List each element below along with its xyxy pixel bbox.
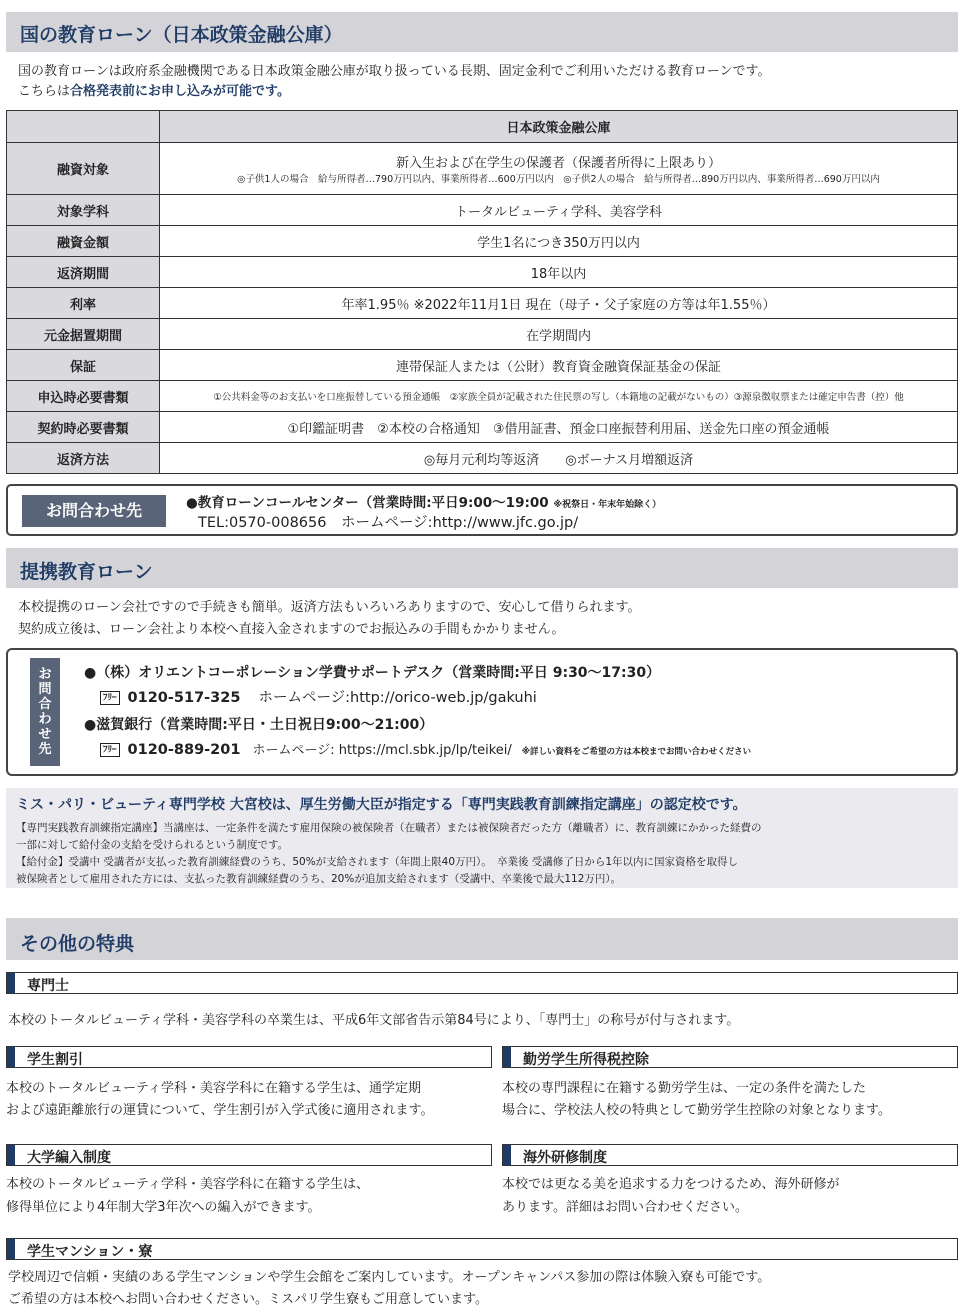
subheading-title: 学生割引 — [27, 1052, 83, 1068]
shiga-note: ※詳しい資料をご希望の方は本校までお問い合わせください — [521, 747, 752, 757]
benefit-text: 本校では更なる美を追求する力をつけるため、海外研修が — [502, 1177, 840, 1192]
section-title: 国の教育ローン（日本政策金融公庫） — [20, 24, 343, 46]
partner-intro-1: 本校提携のローン会社ですので手続きも簡単。返済方法もいろいろありますので、安心して借りられます。 — [18, 600, 641, 615]
shiga-hp: ホームページ: https://mcl.sbk.jp/lp/teikei/ — [252, 743, 512, 758]
row-value: 18年以内 — [160, 257, 958, 288]
badge-char: 合 — [38, 697, 52, 712]
subheading-title: 勤労学生所得税控除 — [523, 1052, 649, 1068]
table-corner — [7, 111, 160, 143]
designated-course-line: 被保険者として雇用された方には、支払った教育訓練経費のうち、20%が追加支給されます（受講中、卒業後で最大112万円）。 — [16, 873, 622, 885]
freedial-icon: ﾌﾘｰ — [100, 691, 120, 705]
benefit-text: あります。詳細はお問い合わせください。 — [502, 1200, 748, 1215]
row-label: 融資対象 — [7, 143, 160, 195]
shiga-name: ●滋賀銀行（営業時間:平日・土日祝日9:00～21:00） — [84, 717, 434, 733]
subheading-title: 専門士 — [27, 978, 69, 994]
designated-course-line: 一部に対して給付金の支給を受けられるという制度です。 — [16, 839, 289, 851]
row-label: 申込時必要書類 — [7, 381, 160, 412]
benefit-text: および遠距離旅行の運賃について、学生割引が入学式後に適用されます。 — [6, 1103, 434, 1118]
badge-char: 先 — [38, 742, 52, 757]
row-value: 在学期間内 — [160, 319, 958, 350]
row-value: ①印鑑証明書 ②本校の合格通知 ③借用証書、預金口座振替利用届、送金先口座の預金通帳 — [160, 412, 958, 443]
shiga-contact — [100, 739, 751, 758]
badge-char: 問 — [38, 682, 52, 697]
accent-bar — [503, 1145, 511, 1165]
subheading-working-student — [502, 1046, 958, 1068]
row-label: 元金据置期間 — [7, 319, 160, 350]
row-value-main: 新入生および在学生の保護者（保護者所得に上限あり） — [395, 156, 721, 171]
contact-line-2: TEL:0570-008656 ホームページ:http://www.jfc.go.jp/ — [198, 515, 579, 531]
shiga-tel: 0120-889-201 — [127, 742, 241, 758]
section-header-partner-loan — [6, 548, 958, 588]
row-value: トータルビューティ学科、美容学科 — [160, 195, 958, 226]
benefit-text: 本校のトータルビューティ学科・美容学科の卒業生は、平成6年文部省告示第84号により、「専門士」の称号が付与されます。 — [8, 1013, 740, 1028]
row-label: 融資金額 — [7, 226, 160, 257]
subheading-overseas-training — [502, 1144, 958, 1166]
subheading-title: 海外研修制度 — [523, 1150, 607, 1166]
row-label: 返済期間 — [7, 257, 160, 288]
row-value-note: ◎子供1人の場合 給与所得者…790万円以内、事業所得者…600万円以内 ◎子供2人の場合 給与所得者…890万円以内、事業所得者…690万円以内 — [237, 174, 880, 185]
callcenter-note: ※祝祭日・年末年始除く） — [553, 500, 662, 510]
accent-bar — [7, 1239, 15, 1259]
row-label: 契約時必要書類 — [7, 412, 160, 443]
accent-bar — [7, 973, 15, 993]
row-value: 年率1.95％ ※2022年11月1日 現在（母子・父子家庭の方等は年1.55％） — [160, 288, 958, 319]
contact-box-partners — [6, 648, 958, 776]
benefit-text: ご希望の方は本校へお問い合わせください。ミスパリ学生寮もご用意しています。 — [8, 1292, 488, 1307]
table-header: 日本政策金融公庫 — [160, 111, 958, 143]
benefit-text: 場合に、学校法人校の特典として勤労学生控除の対象となります。 — [502, 1103, 891, 1118]
contact-badge-vertical — [30, 658, 60, 766]
section-header-national-loan — [6, 12, 958, 52]
orico-contact — [100, 686, 537, 707]
callcenter-hours: ●教育ローンコールセンター（営業時間:平日9:00～19:00 — [186, 495, 549, 511]
benefit-text: 学校周辺で信頼・実績のある学生マンションや学生会館をご案内しています。オープンキャンパス参加の際は体験入寮も可能です。 — [8, 1270, 771, 1285]
designated-course-line: 【専門実践教育訓練指定講座】当講座は、一定条件を満たす雇用保険の被保険者（在職者）または被保険者だった方（離職者）に、教育訓練にかかった経費の — [16, 822, 762, 834]
intro-highlight: 合格発表前にお申し込みが可能です。 — [70, 84, 290, 99]
accent-bar — [7, 1145, 15, 1165]
row-label: 保証 — [7, 350, 160, 381]
freedial-icon: ﾌﾘｰ — [100, 743, 120, 757]
row-value: 学生1名につき350万円以内 — [160, 226, 958, 257]
badge-char: せ — [38, 727, 52, 742]
row-value: 連帯保証人または（公財）教育資金融資保証基金の保証 — [160, 350, 958, 381]
subheading-title: 学生マンション・寮 — [27, 1244, 153, 1260]
benefit-text: 本校のトータルビューティ学科・美容学科に在籍する学生は、通学定期 — [6, 1081, 421, 1096]
benefit-text: 修得単位により4年制大学3年次への編入ができます。 — [6, 1200, 321, 1215]
orico-tel: 0120-517-325 — [127, 690, 241, 706]
designated-course-line: 【給付金】受講中 受講者が支払った教育訓練経費のうち、50%が支給されます（年間上限40万円）。 卒業後 受講修了日から1年以内に国家資格を取得し — [16, 856, 739, 868]
section-title: その他の特典 — [20, 933, 135, 955]
orico-hp: ホームページ:http://orico-web.jp/gakuhi — [258, 690, 537, 706]
subheading-senmonshi — [6, 972, 958, 994]
subheading-student-housing — [6, 1238, 958, 1260]
row-value: ①公共料金等のお支払いを口座振替している預金通帳 ②家族全員が記載された住民票の写し（本籍地の記載がないもの）③源泉徴収票または確定申告書（控）他 — [160, 381, 958, 412]
designated-course-title: ミス・パリ・ビューティ専門学校 大宮校は、厚生労働大臣が指定する「専門実践教育訓練指定講座」の認定校です。 — [16, 797, 747, 813]
accent-bar — [7, 1047, 15, 1067]
section-header-other-benefits — [6, 918, 958, 960]
row-value: ◎毎月元利均等返済 ◎ボーナス月増額返済 — [160, 443, 958, 474]
intro-text: 国の教育ローンは政府系金融機関である日本政策金融公庫が取り扱っている長期、固定金利でご利用いただける教育ローンです。 — [18, 64, 771, 79]
benefit-text: 本校のトータルビューティ学科・美容学科に在籍する学生は、 — [6, 1177, 369, 1192]
loan-table — [6, 110, 958, 474]
subheading-university-transfer — [6, 1144, 492, 1166]
intro-prefix: こちらは — [18, 84, 71, 99]
subheading-student-discount — [6, 1046, 492, 1068]
designated-course-box — [6, 788, 958, 888]
row-label: 利率 — [7, 288, 160, 319]
benefit-text: 本校の専門課程に在籍する勤労学生は、一定の条件を満たした — [502, 1081, 867, 1096]
contact-badge: お問合わせ先 — [22, 495, 166, 527]
contact-line-1 — [186, 491, 661, 511]
subheading-title: 大学編入制度 — [27, 1150, 111, 1166]
badge-char: お — [38, 667, 52, 682]
partner-intro-2: 契約成立後は、ローン会社より本校へ直接入金されますのでお振込みの手間もかかりません。 — [18, 622, 565, 637]
accent-bar — [503, 1047, 511, 1067]
section-title: 提携教育ローン — [20, 561, 153, 583]
orico-name: ●（株）オリエントコーポレーション学費サポートデスク（営業時間:平日 9:30～17:30） — [84, 665, 661, 681]
intro-text-2 — [18, 82, 290, 102]
badge-char: わ — [38, 712, 52, 727]
row-label: 対象学科 — [7, 195, 160, 226]
row-label: 返済方法 — [7, 443, 160, 474]
row-value — [160, 143, 958, 195]
contact-box-jfc — [6, 484, 958, 536]
